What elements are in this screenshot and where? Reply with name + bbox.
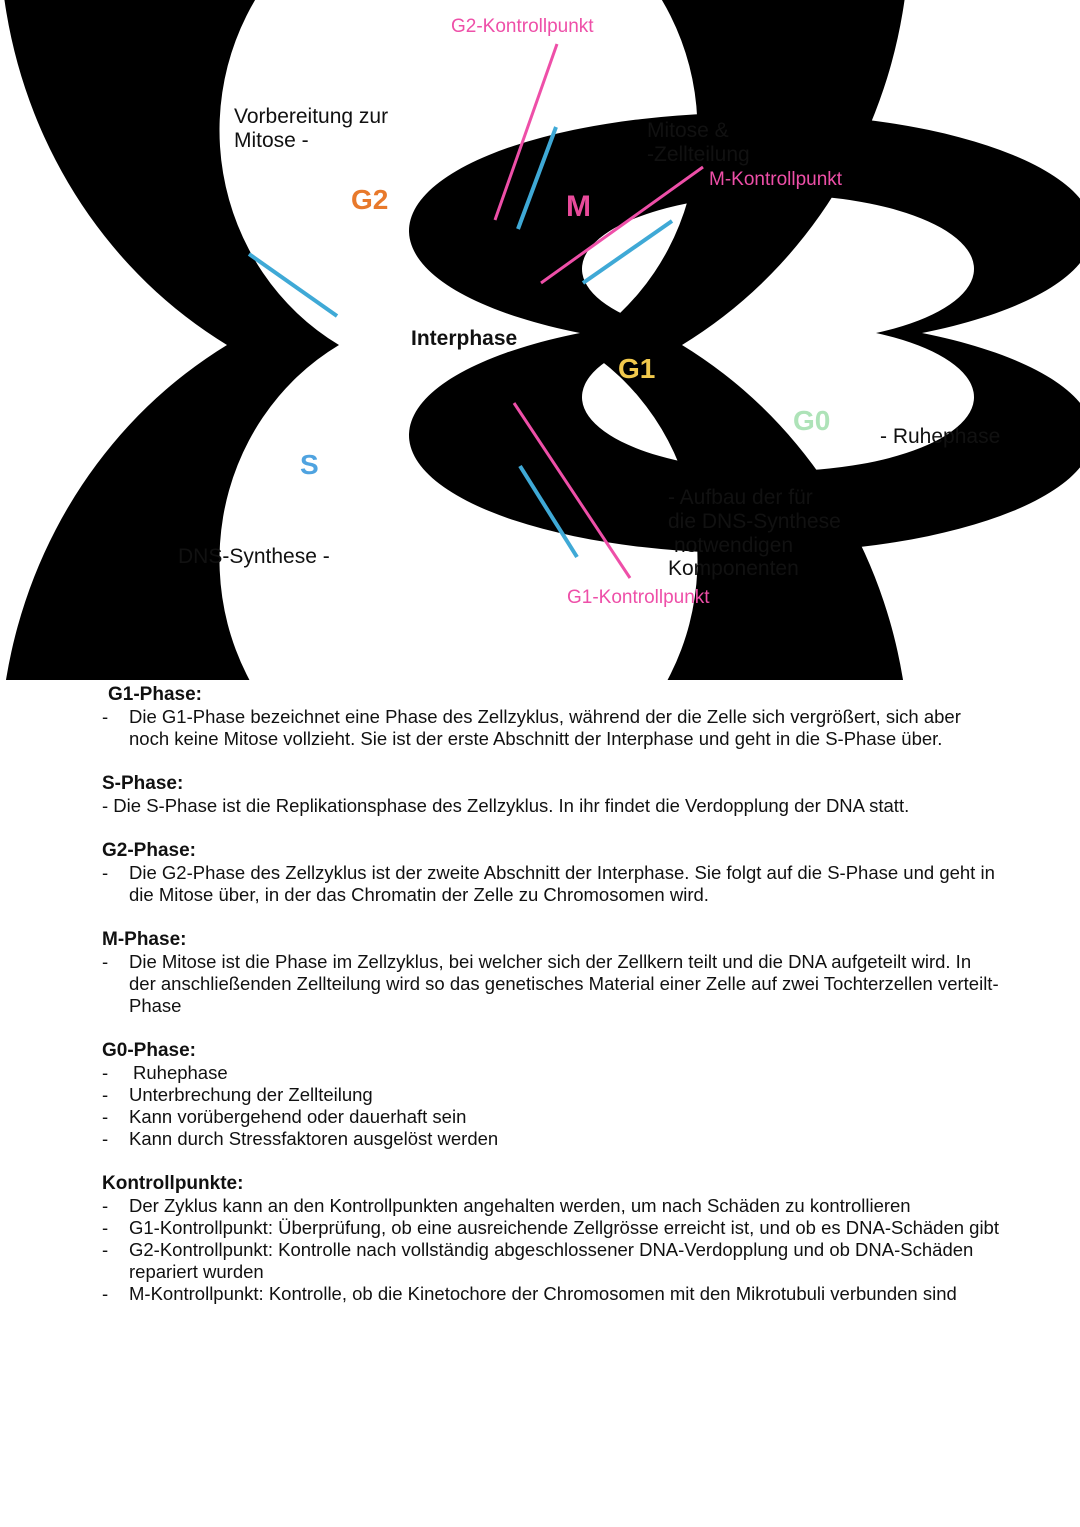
- g1-build-label-line1: - Aufbau der für: [668, 486, 813, 509]
- g1-phase-label: G1: [618, 353, 656, 384]
- prep-mitosis-label-line1: Vorbereitung zur: [234, 105, 389, 128]
- cell-cycle-diagram: [0, 0, 1080, 680]
- g2-item: - Die G2-Phase des Zellzyklus ist der zweite Abschnitt der Interphase. Sie folgt auf die S-Phase und geht in die Mitose über, in der das Chromatin der Zelle zu Chromosomen wird.: [102, 862, 1002, 906]
- interphase-label: Interphase: [411, 327, 518, 350]
- phase-notes: [102, 684, 1002, 1328]
- s-phase-label: S: [300, 449, 319, 480]
- g0-item: - Unterbrechung der Zellteilung: [102, 1084, 1002, 1106]
- m-title: M-Phase:: [102, 929, 187, 950]
- checkpoints-title: Kontrollpunkte:: [102, 1173, 244, 1194]
- g0-title: G0-Phase:: [102, 1040, 196, 1061]
- mitosis-label-line1: Mitose &: [647, 119, 729, 142]
- g1-item: - Die G1-Phase bezeichnet eine Phase des Zellzyklus, während der die Zelle sich vergrößert, sich aber noch keine Mitose vollzieht. Sie ist der erste Abschnitt der Interphase und geht in die S-Phase über.: [102, 706, 1002, 750]
- g0-phase-label: G0: [793, 405, 831, 436]
- g0-section: [102, 1040, 1002, 1150]
- g1-build-label-line2: die DNS-Synthese: [668, 510, 841, 533]
- m-item: - Die Mitose ist die Phase im Zellzyklus, bei welcher sich der Zellkern teilt und die DNA aufgeteilt wird. In der anschließenden Zellteilung wird so das genetisches Material einer Zelle auf zwei Tochterzellen verteilt-Phase: [102, 951, 1002, 1017]
- mitosis-label-line2: -Zellteilung: [647, 143, 750, 166]
- s-section: [102, 773, 1002, 817]
- rest-phase-label: - Ruhephase: [880, 425, 1001, 448]
- s-title: S-Phase:: [102, 773, 184, 794]
- g2-phase-label: G2: [351, 184, 389, 215]
- checkpoint-item: - G1-Kontrollpunkt: Überprüfung, ob eine ausreichende Zellgrösse erreicht ist, und ob es DNA-Schäden gibt: [102, 1217, 1002, 1239]
- g0-item: - Kann durch Stressfaktoren ausgelöst werden: [102, 1128, 1002, 1150]
- checkpoint-item: - G2-Kontrollpunkt: Kontrolle nach vollständig abgeschlossener DNA-Verdopplung und ob DNA-Schäden repariert wurden: [102, 1239, 1002, 1283]
- g0-item: - Ruhephase: [102, 1062, 1002, 1084]
- g2-section: [102, 840, 1002, 906]
- s-text: - Die S-Phase ist die Replikationsphase des Zellzyklus. In ihr findet die Verdopplung der DNA statt.: [102, 795, 910, 816]
- dna-synthesis-label: DNS-Synthese -: [178, 545, 330, 568]
- g1-title: G1-Phase:: [108, 684, 202, 705]
- g1-checkpoint-label: G1-Kontrollpunkt: [567, 587, 710, 608]
- g1-build-label-line4: Komponenten: [668, 557, 799, 580]
- m-section: [102, 929, 1002, 1017]
- g2-checkpoint-label: G2-Kontrollpunkt: [451, 16, 594, 37]
- m-checkpoint-label: M-Kontrollpunkt: [709, 169, 843, 190]
- checkpoints-section: [102, 1173, 1002, 1305]
- checkpoint-item: - M-Kontrollpunkt: Kontrolle, ob die Kinetochore der Chromosomen mit den Mikrotubuli verbunden sind: [102, 1283, 1002, 1305]
- checkpoint-item: - Der Zyklus kann an den Kontrollpunkten angehalten werden, um nach Schäden zu kontrollieren: [102, 1195, 1002, 1217]
- g2-title: G2-Phase:: [102, 840, 196, 861]
- m-phase-label: M: [566, 190, 591, 223]
- g0-item: - Kann vorübergehend oder dauerhaft sein: [102, 1106, 1002, 1128]
- g1-build-label-line3: notwendigen: [674, 534, 794, 557]
- g1-section: [102, 684, 1002, 750]
- prep-mitosis-label-line2: Mitose -: [234, 129, 309, 152]
